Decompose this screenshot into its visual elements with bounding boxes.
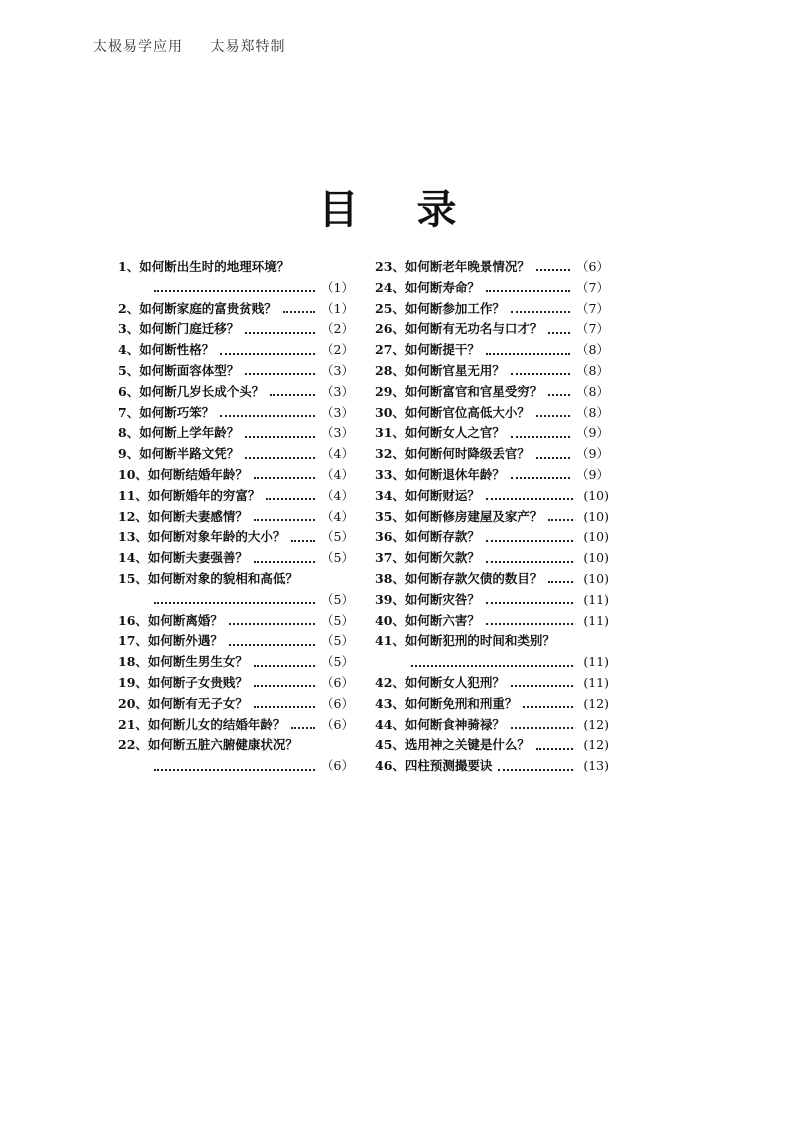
dot-leader: [154, 769, 315, 771]
dot-leader: [154, 290, 315, 292]
dot-leader: [245, 436, 315, 438]
toc-entry-page: （7）: [576, 321, 609, 337]
toc-entry-page: （6）: [321, 695, 354, 711]
dot-leader: [536, 457, 570, 459]
toc-entry-title: 8、如何断上学年龄？: [118, 425, 240, 441]
dot-leader: [229, 644, 315, 646]
toc-entry-page: （5）: [321, 550, 354, 566]
toc-entry-page: (11): [583, 654, 609, 670]
toc-entry-page: （5）: [321, 591, 354, 607]
toc-entry-title: 21、如何断儿女的结婚年龄？: [118, 716, 286, 732]
toc-entry-page: （6）: [321, 758, 354, 774]
toc-entry-title: 25、如何断参加工作？: [375, 300, 505, 316]
toc-entry-page: （4）: [321, 487, 354, 503]
toc-entry-title: 22、如何断五脏六腑健康状况？: [118, 737, 298, 753]
dot-leader: [245, 373, 315, 375]
toc-entry[interactable]: [375, 694, 609, 715]
toc-entry[interactable]: [375, 735, 609, 756]
toc-entry-title: 5、如何断面容体型？: [118, 362, 240, 378]
toc-entry[interactable]: [375, 590, 609, 611]
dot-leader: [220, 415, 315, 417]
dot-leader: [270, 394, 315, 396]
dot-leader: [511, 685, 573, 687]
toc-entry[interactable]: [375, 278, 609, 299]
toc-entry[interactable]: [375, 465, 609, 486]
dot-leader: [411, 665, 573, 667]
toc-entry-title: 41、如何断犯刑的时间和类别？: [375, 633, 555, 649]
dot-leader: [548, 581, 573, 583]
toc-entry-page: (11): [583, 612, 609, 628]
toc-entry-page: （5）: [321, 612, 354, 628]
toc-entry-title: 10、如何断结婚年龄？: [118, 466, 248, 482]
toc-entry[interactable]: [118, 715, 354, 736]
dot-leader: [523, 706, 573, 708]
toc-entry-page: （9）: [576, 446, 609, 462]
dot-leader: [548, 394, 570, 396]
toc-entry-title: 15、如何断对象的貌相和高低？: [118, 570, 298, 586]
toc-entry[interactable]: [375, 423, 609, 444]
dot-leader: [548, 519, 573, 521]
dot-leader: [536, 415, 570, 417]
toc-entry-page: (11): [583, 674, 609, 690]
toc-entry-title: 30、如何断官位高低大小？: [375, 404, 530, 420]
toc-entry-page: （8）: [576, 342, 609, 358]
toc-entry-title: 7、如何断巧笨？: [118, 404, 215, 420]
toc-entry-page: (13): [583, 758, 609, 774]
toc-entry-page: （4）: [321, 508, 354, 524]
toc-entry-title: 14、如何断夫妻强善？: [118, 550, 248, 566]
toc-entry[interactable]: [118, 548, 354, 569]
dot-leader: [536, 269, 570, 271]
toc-entry-page: （5）: [321, 654, 354, 670]
dot-leader: [254, 706, 315, 708]
toc-entry[interactable]: [375, 756, 609, 777]
toc-entry[interactable]: [118, 735, 354, 756]
toc-entry[interactable]: [118, 319, 354, 340]
toc-entry-title: 9、如何断半路文凭？: [118, 446, 240, 462]
toc-entry-page: （6）: [576, 259, 609, 274]
toc-entry[interactable]: [375, 673, 609, 694]
toc-entry-title: 31、如何断女人之官？: [375, 425, 505, 441]
dot-leader: [254, 685, 315, 687]
toc-entry[interactable]: [375, 382, 609, 403]
toc-entry[interactable]: [118, 299, 354, 320]
toc-entry-page: （1）: [321, 279, 354, 295]
toc-entry-title: 2、如何断家庭的富贵贫贱？: [118, 300, 277, 316]
toc-entry-title: 40、如何断六害？: [375, 612, 480, 628]
dot-leader: [266, 498, 315, 500]
dot-leader: [511, 436, 570, 438]
dot-leader: [245, 332, 315, 334]
toc-entry-title: 39、如何断灾咎？: [375, 591, 480, 607]
toc-entry[interactable]: [375, 361, 609, 382]
toc-entry[interactable]: [375, 548, 609, 569]
toc-entry[interactable]: [375, 507, 609, 528]
toc-entry-title: 42、如何断女人犯刑？: [375, 674, 505, 690]
dot-leader: [291, 540, 315, 542]
dot-leader: [486, 290, 570, 292]
toc-entry-title: 35、如何断修房建屋及家产？: [375, 508, 543, 524]
toc-entry[interactable]: [118, 444, 354, 465]
toc-entry-page: （2）: [321, 342, 354, 358]
dot-leader: [486, 540, 573, 542]
toc-entry-page: (10): [583, 570, 609, 586]
toc-entry-title: 34、如何断财运？: [375, 487, 480, 503]
toc-entry-title: 45、选用神之关键是什么？: [375, 737, 530, 753]
toc-entry[interactable]: [118, 527, 354, 548]
dot-leader: [486, 561, 573, 563]
toc-entry-continuation: [118, 278, 354, 299]
toc-entry-page: （3）: [321, 404, 354, 420]
toc-entry-page: (12): [583, 737, 609, 753]
toc-entry-title: 43、如何断免刑和刑重？: [375, 695, 518, 711]
toc-entry[interactable]: [118, 403, 354, 424]
toc-entry-page: （8）: [576, 362, 609, 378]
toc-entry-page: （6）: [321, 674, 354, 690]
toc-entry-title: 1、如何断出生时的地理环境？: [118, 259, 290, 274]
toc-entry-page: （4）: [321, 446, 354, 462]
dot-leader: [291, 727, 315, 729]
toc-entry-page: （8）: [576, 383, 609, 399]
toc-entry-continuation: [118, 756, 354, 777]
dot-leader: [254, 665, 315, 667]
toc-entry-title: 38、如何断存款欠债的数目？: [375, 570, 543, 586]
dot-leader: [548, 332, 570, 334]
toc-entry-title: 18、如何断生男生女？: [118, 654, 248, 670]
toc-entry[interactable]: [118, 340, 354, 361]
toc-entry-continuation: [375, 652, 609, 673]
dot-leader: [254, 519, 315, 521]
dot-leader: [498, 769, 573, 771]
toc-entry-title: 24、如何断寿命？: [375, 279, 480, 295]
dot-leader: [536, 748, 573, 750]
toc-entry-page: （1）: [321, 300, 354, 316]
dot-leader: [245, 457, 315, 459]
toc-entry-page: （5）: [321, 633, 354, 649]
toc-entry[interactable]: [375, 631, 609, 652]
toc-entry-title: 4、如何断性格？: [118, 342, 215, 358]
dot-leader: [486, 623, 573, 625]
toc-entry[interactable]: [375, 611, 609, 632]
dot-leader: [511, 727, 573, 729]
toc-entry-title: 28、如何断官星无用？: [375, 362, 505, 378]
toc-entry-page: （7）: [576, 300, 609, 316]
toc-entry-title: 19、如何断子女贵贱？: [118, 674, 248, 690]
header-left-text: 太极易学应用: [93, 39, 183, 55]
toc-entry-title: 6、如何断几岁长成个头？: [118, 383, 265, 399]
header-right-text: 太易郑特制: [210, 39, 286, 55]
toc-entry-title: 16、如何断离婚？: [118, 612, 223, 628]
toc-entry-title: 27、如何断提干？: [375, 342, 480, 358]
dot-leader: [486, 602, 573, 604]
toc-entry[interactable]: [375, 527, 609, 548]
toc-entry-title: 3、如何断门庭迁移？: [118, 321, 240, 337]
toc-entry-page: （8）: [576, 404, 609, 420]
toc-entry-page: (12): [583, 695, 609, 711]
page-title: 目录: [318, 187, 515, 233]
dot-leader: [254, 561, 315, 563]
toc-entry[interactable]: [375, 340, 609, 361]
page-header: [93, 36, 285, 56]
toc-entry[interactable]: [118, 652, 354, 673]
toc-entry[interactable]: [118, 382, 354, 403]
toc-entry-page: （9）: [576, 425, 609, 441]
toc-entry-page: （2）: [321, 321, 354, 337]
toc-entry-title: 33、如何断退休年龄？: [375, 466, 505, 482]
toc-entry[interactable]: [375, 299, 609, 320]
toc-entry-title: 13、如何断对象年龄的大小？: [118, 529, 286, 545]
toc-entry-title: 46、四柱预测撮要诀: [375, 758, 493, 774]
toc-entry-title: 29、如何断富官和官星受穷？: [375, 383, 543, 399]
dot-leader: [486, 353, 570, 355]
toc-entry-title: 32、如何断何时降级丢官？: [375, 446, 530, 462]
toc-entry-title: 12、如何断夫妻感情？: [118, 508, 248, 524]
toc-entry-page: （7）: [576, 279, 609, 295]
toc-entry-title: 17、如何断外遇？: [118, 633, 223, 649]
toc-entry-page: (12): [583, 716, 609, 732]
toc-entry-page: （6）: [321, 716, 354, 732]
toc-entry-title: 23、如何断老年晚景情况？: [375, 259, 530, 274]
toc-entry-page: (11): [583, 591, 609, 607]
toc-entry[interactable]: [375, 444, 609, 465]
toc-entry[interactable]: [118, 673, 354, 694]
toc-entry[interactable]: [375, 257, 609, 278]
toc-entry-title: 26、如何断有无功名与口才？: [375, 321, 543, 337]
dot-leader: [511, 477, 570, 479]
toc-entry-page: （5）: [321, 529, 354, 545]
toc-entry[interactable]: [375, 569, 609, 590]
toc-entry[interactable]: [375, 403, 609, 424]
toc-entry-page: （3）: [321, 362, 354, 378]
toc-entry-title: 37、如何断欠款？: [375, 550, 480, 566]
toc-entry[interactable]: [118, 361, 354, 382]
toc-entry[interactable]: [375, 319, 609, 340]
dot-leader: [283, 311, 315, 313]
toc-entry[interactable]: [118, 486, 354, 507]
toc-entry[interactable]: [118, 423, 354, 444]
toc-entry[interactable]: [118, 631, 354, 652]
toc-entry[interactable]: [118, 257, 354, 278]
dot-leader: [229, 623, 315, 625]
toc-entry[interactable]: [375, 486, 609, 507]
toc-entry[interactable]: [118, 611, 354, 632]
toc-entry-title: 20、如何断有无子女？: [118, 695, 248, 711]
toc-entry-page: （9）: [576, 466, 609, 482]
dot-leader: [254, 477, 315, 479]
toc-entry-page: （3）: [321, 383, 354, 399]
dot-leader: [486, 498, 573, 500]
dot-leader: [511, 311, 570, 313]
dot-leader: [511, 373, 570, 375]
toc-entry-page: (10): [583, 487, 609, 503]
toc-entry-continuation: [118, 590, 354, 611]
dot-leader: [154, 602, 315, 604]
toc-entry[interactable]: [118, 694, 354, 715]
toc-entry-title: 44、如何断食神骑禄？: [375, 716, 505, 732]
toc-entry-page: (10): [583, 508, 609, 524]
toc-entry[interactable]: [118, 465, 354, 486]
toc-entry-title: 36、如何断存款？: [375, 529, 480, 545]
toc-entry-page: (10): [583, 550, 609, 566]
toc-entry[interactable]: [118, 569, 354, 590]
toc-entry[interactable]: [118, 507, 354, 528]
toc-column-left: [118, 257, 354, 777]
toc-column-right: [375, 257, 609, 777]
dot-leader: [220, 353, 315, 355]
toc-entry-page: （3）: [321, 425, 354, 441]
toc-entry[interactable]: [375, 715, 609, 736]
toc-entry-page: （4）: [321, 466, 354, 482]
toc-entry-page: (10): [583, 529, 609, 545]
toc-entry-title: 11、如何断婚年的穷富？: [118, 487, 261, 503]
